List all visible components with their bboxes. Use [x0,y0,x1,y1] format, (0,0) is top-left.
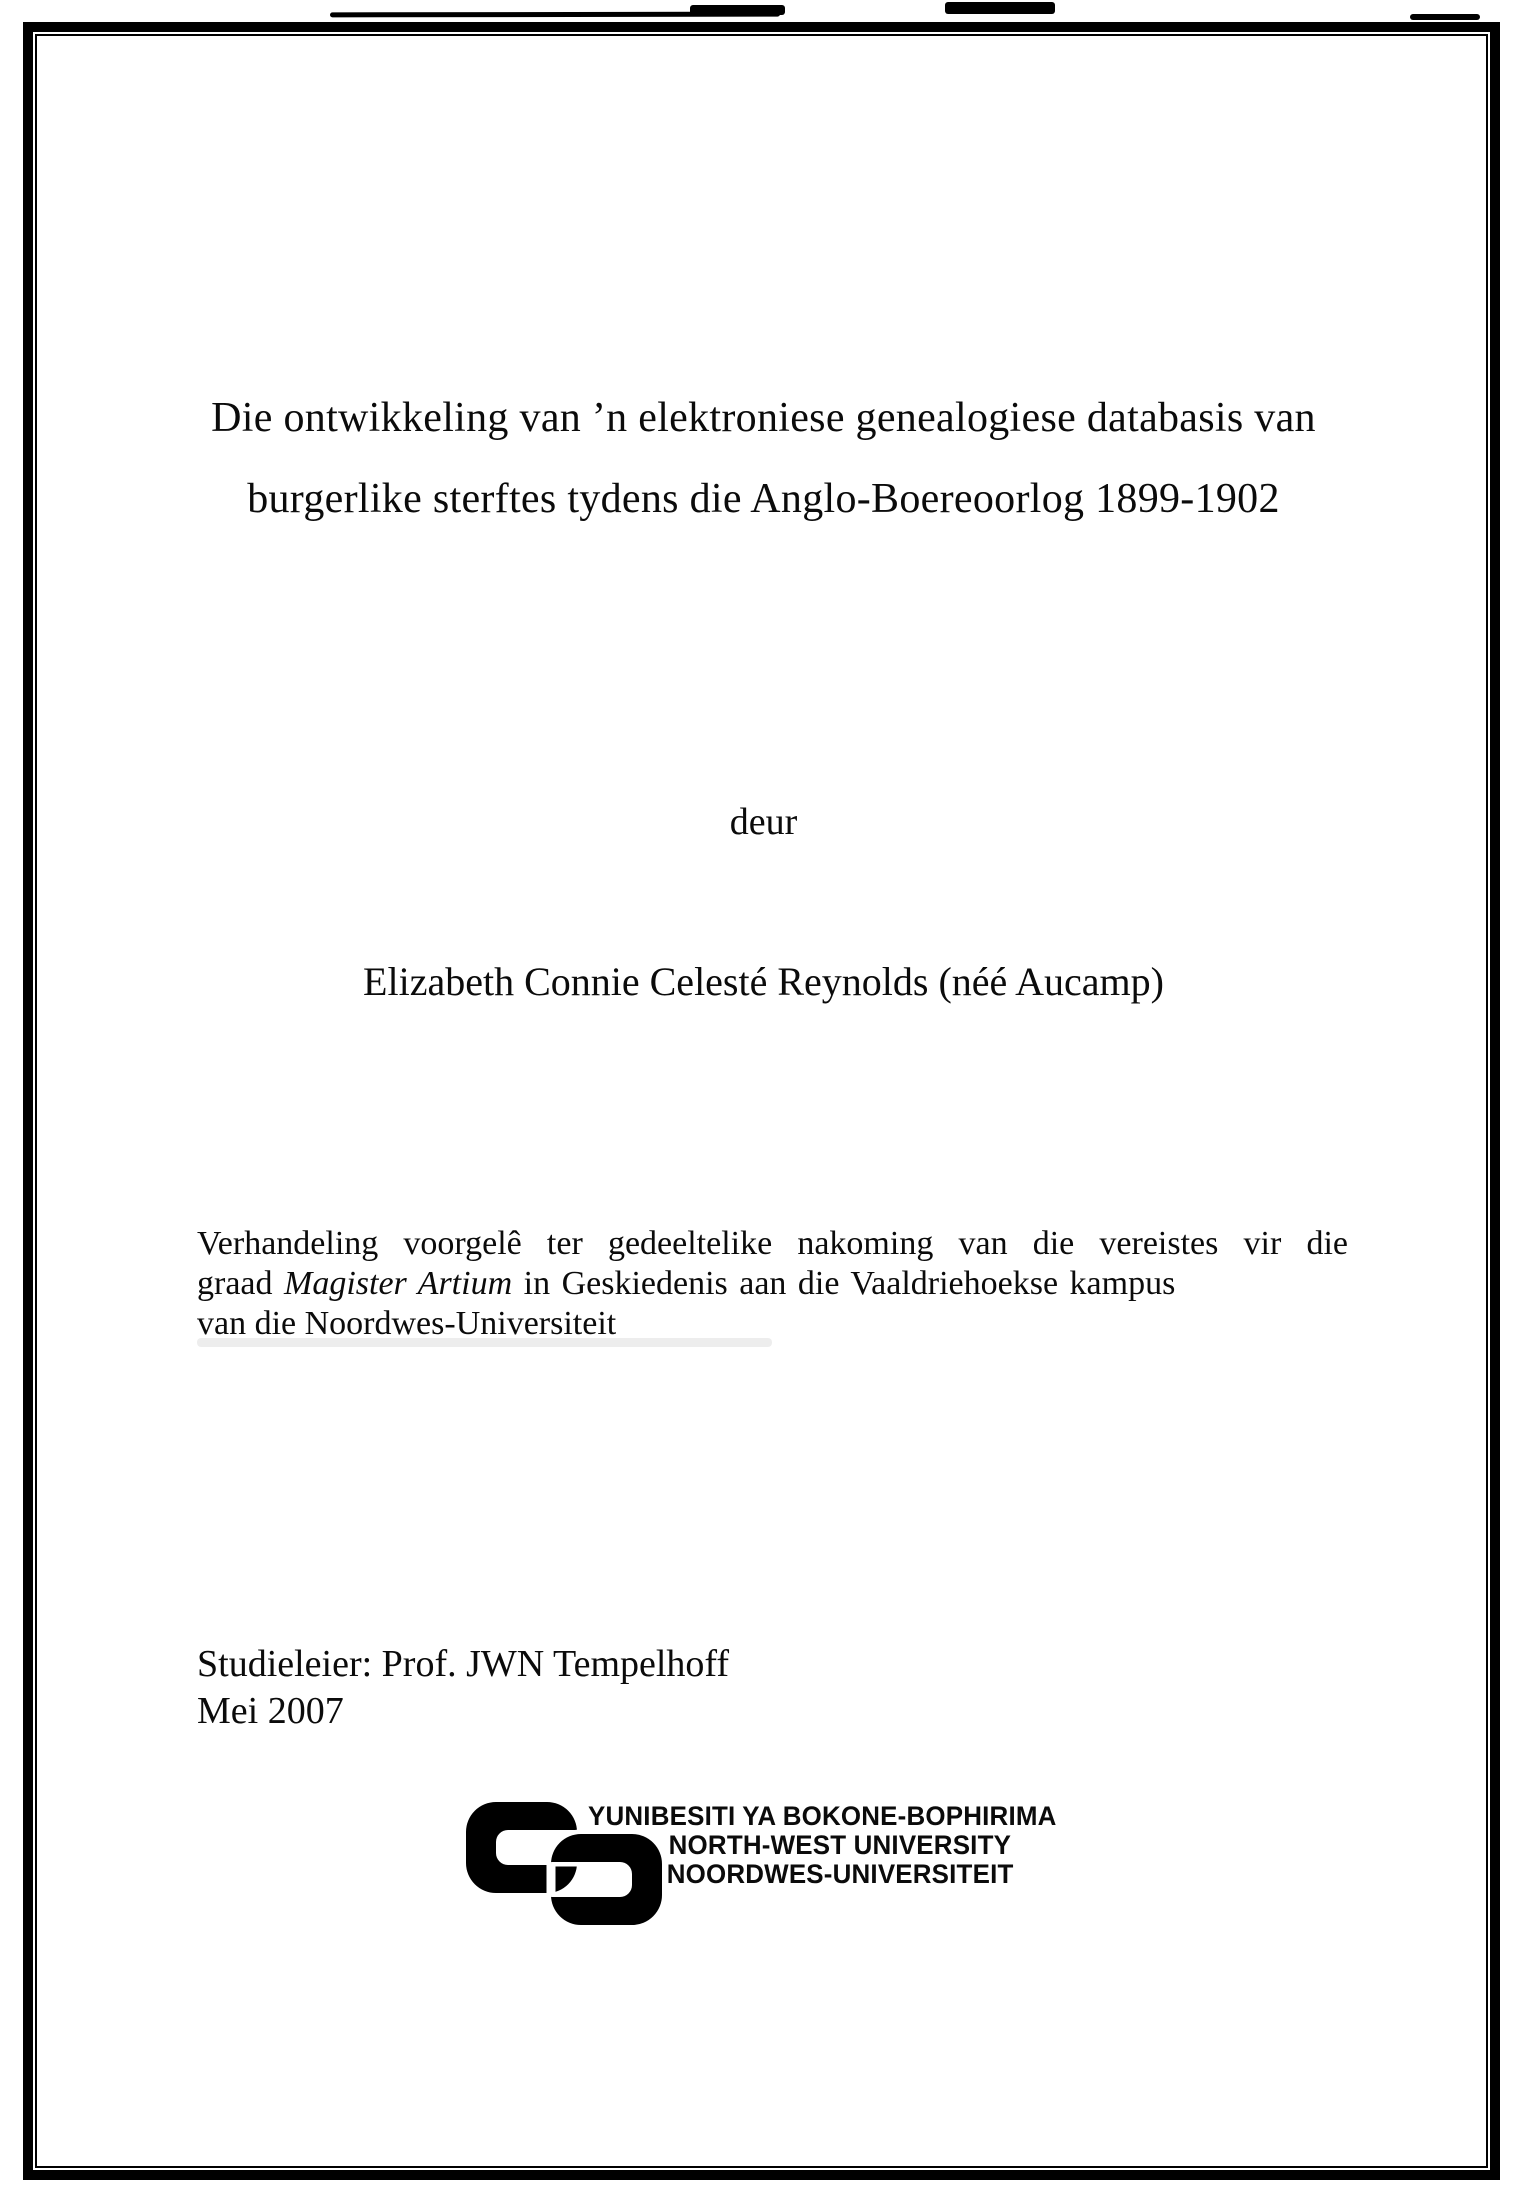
university-name-afrikaans: NOORDWES-UNIVERSITEIT [666,1859,1014,1889]
submission-line-1: Verhandeling voorgelê ter gedeeltelike nakoming van die vereistes vir die [197,1225,1348,1262]
scan-artifact [1410,14,1480,20]
university-name-setswana: YUNIBESITI YA BOKONE-BOPHIRIMA [588,1801,1057,1831]
submission-line-2-prefix: graad [197,1265,285,1302]
scan-artifact [945,2,1055,14]
title-line-1: Die ontwikkeling van ’n elektroniese genealogiese databasis van [211,395,1316,441]
submission-line-2 [197,1264,1348,1304]
supervisor-block [197,1641,729,1735]
submission-line-3: van die Noordwes-Universiteit [197,1305,617,1342]
byline-deur: deur [729,801,798,843]
university-wordmark [588,1802,1057,1889]
university-name-english: NORTH-WEST UNIVERSITY [668,1830,1012,1860]
scan-bleedthrough-artifact [197,1338,772,1347]
date-line: Mei 2007 [197,1690,344,1732]
scan-artifact [690,5,785,15]
university-logo [466,1796,1166,1966]
submission-line-2-suffix: in Geskiedenis aan die Vaaldriehoekse kampus [512,1265,1176,1302]
author-name: Elizabeth Connie Celesté Reynolds (néé Aucamp) [363,959,1164,1004]
submission-statement [197,1224,1348,1344]
thesis-title [0,378,1527,540]
degree-name-italic: Magister Artium [284,1265,513,1302]
title-line-2: burgerlike sterftes tydens die Anglo-Boereoorlog 1899-1902 [247,476,1280,522]
supervisor-line: Studieleier: Prof. JWN Tempelhoff [197,1643,730,1685]
